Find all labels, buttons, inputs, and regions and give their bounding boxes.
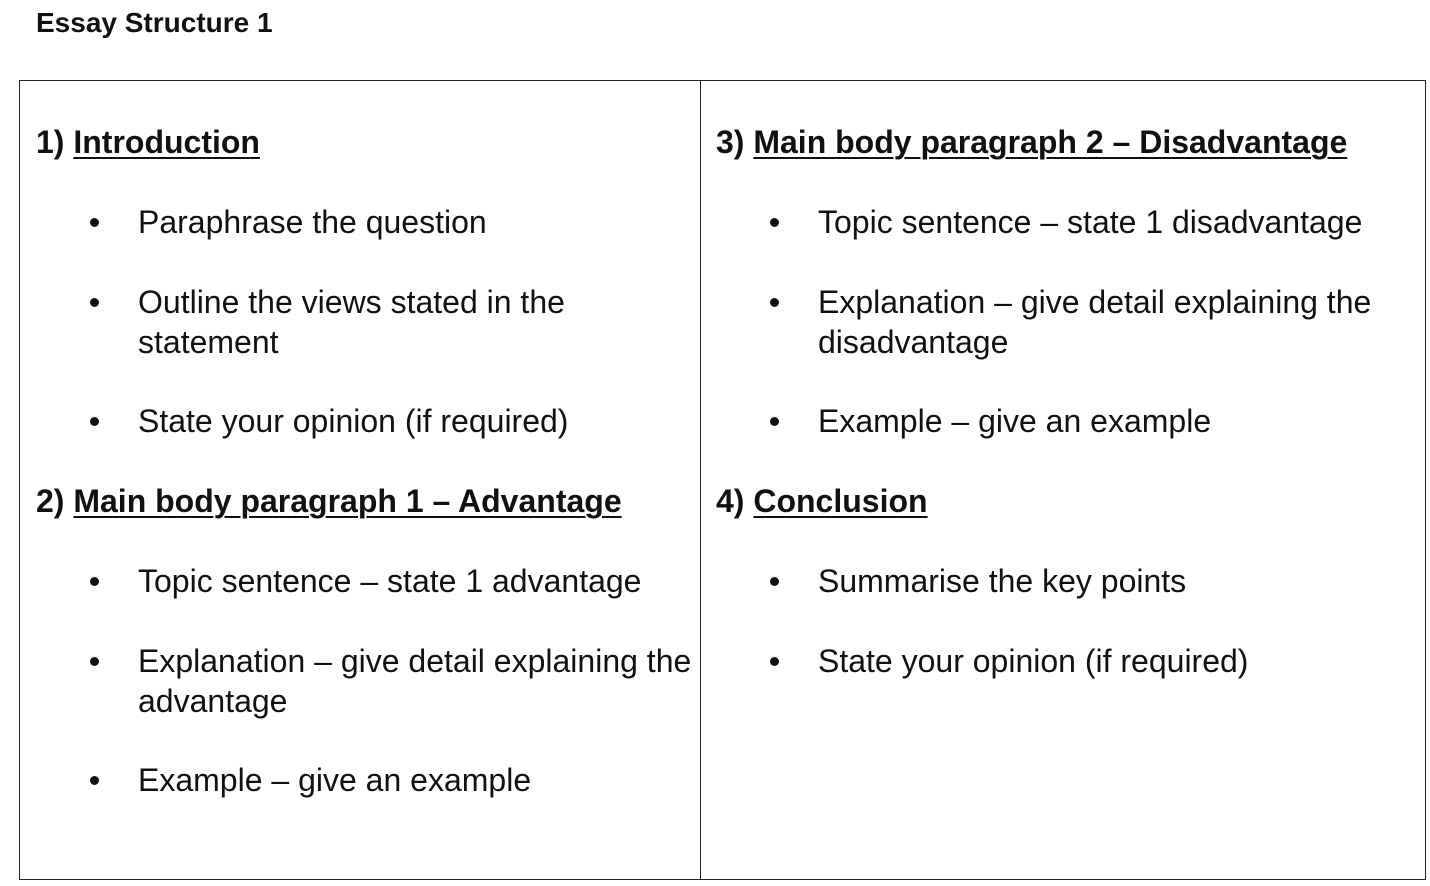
- bullet-icon: [716, 561, 818, 601]
- section-heading-main-body-2: [716, 122, 1347, 162]
- document-title: Essay Structure 1: [36, 7, 273, 38]
- bullet-icon: [716, 641, 818, 681]
- bullet-icon: [36, 202, 138, 242]
- list-item-text: Paraphrase the question: [138, 204, 487, 240]
- section-heading-conclusion: [716, 481, 928, 521]
- right-column: [701, 81, 1425, 879]
- list-item: [716, 202, 1416, 242]
- section-title: Main body paragraph 2 – Disadvantage: [753, 124, 1348, 160]
- section-number: 2): [36, 483, 65, 519]
- list-item-text: Explanation – give detail explaining the advantage: [138, 643, 692, 719]
- bullet-icon: [36, 561, 138, 601]
- list-item-text: Topic sentence – state 1 advantage: [138, 563, 642, 599]
- bullet-icon: [36, 282, 138, 362]
- list-item-text: State your opinion (if required): [138, 403, 569, 439]
- list-item: [36, 401, 676, 441]
- bullet-icon: [36, 760, 138, 800]
- section-number: 1): [36, 124, 65, 160]
- essay-structure-table: [19, 80, 1426, 880]
- section-title: Introduction: [73, 124, 260, 160]
- bullet-icon: [36, 641, 138, 721]
- list-item: [36, 760, 676, 800]
- list-item: [36, 282, 616, 362]
- section-number: 3): [716, 124, 745, 160]
- list-item-text: Explanation – give detail explaining the disadvantage: [818, 284, 1372, 360]
- list-item: [716, 401, 1416, 441]
- left-column: [20, 81, 701, 879]
- section-heading-introduction: [36, 122, 260, 162]
- list-item: [716, 282, 1416, 362]
- list-item-text: State your opinion (if required): [818, 643, 1249, 679]
- list-item-text: Topic sentence – state 1 disadvantage: [818, 204, 1363, 240]
- list-item-text: Outline the views stated in the statement: [138, 284, 565, 360]
- bullet-icon: [716, 282, 818, 362]
- section-number: 4): [716, 483, 745, 519]
- bullet-icon: [716, 202, 818, 242]
- list-item-text: Summarise the key points: [818, 563, 1187, 599]
- section-heading-main-body-1: [36, 481, 622, 521]
- list-item: [716, 561, 1416, 601]
- list-item-text: Example – give an example: [138, 762, 532, 798]
- section-title: Conclusion: [753, 483, 928, 519]
- list-item-text: Example – give an example: [818, 403, 1212, 439]
- list-item: [36, 641, 696, 721]
- section-title: Main body paragraph 1 – Advantage: [73, 483, 622, 519]
- list-item: [36, 561, 696, 601]
- list-item: [716, 641, 1416, 681]
- list-item: [36, 202, 676, 242]
- bullet-icon: [36, 401, 138, 441]
- bullet-icon: [716, 401, 818, 441]
